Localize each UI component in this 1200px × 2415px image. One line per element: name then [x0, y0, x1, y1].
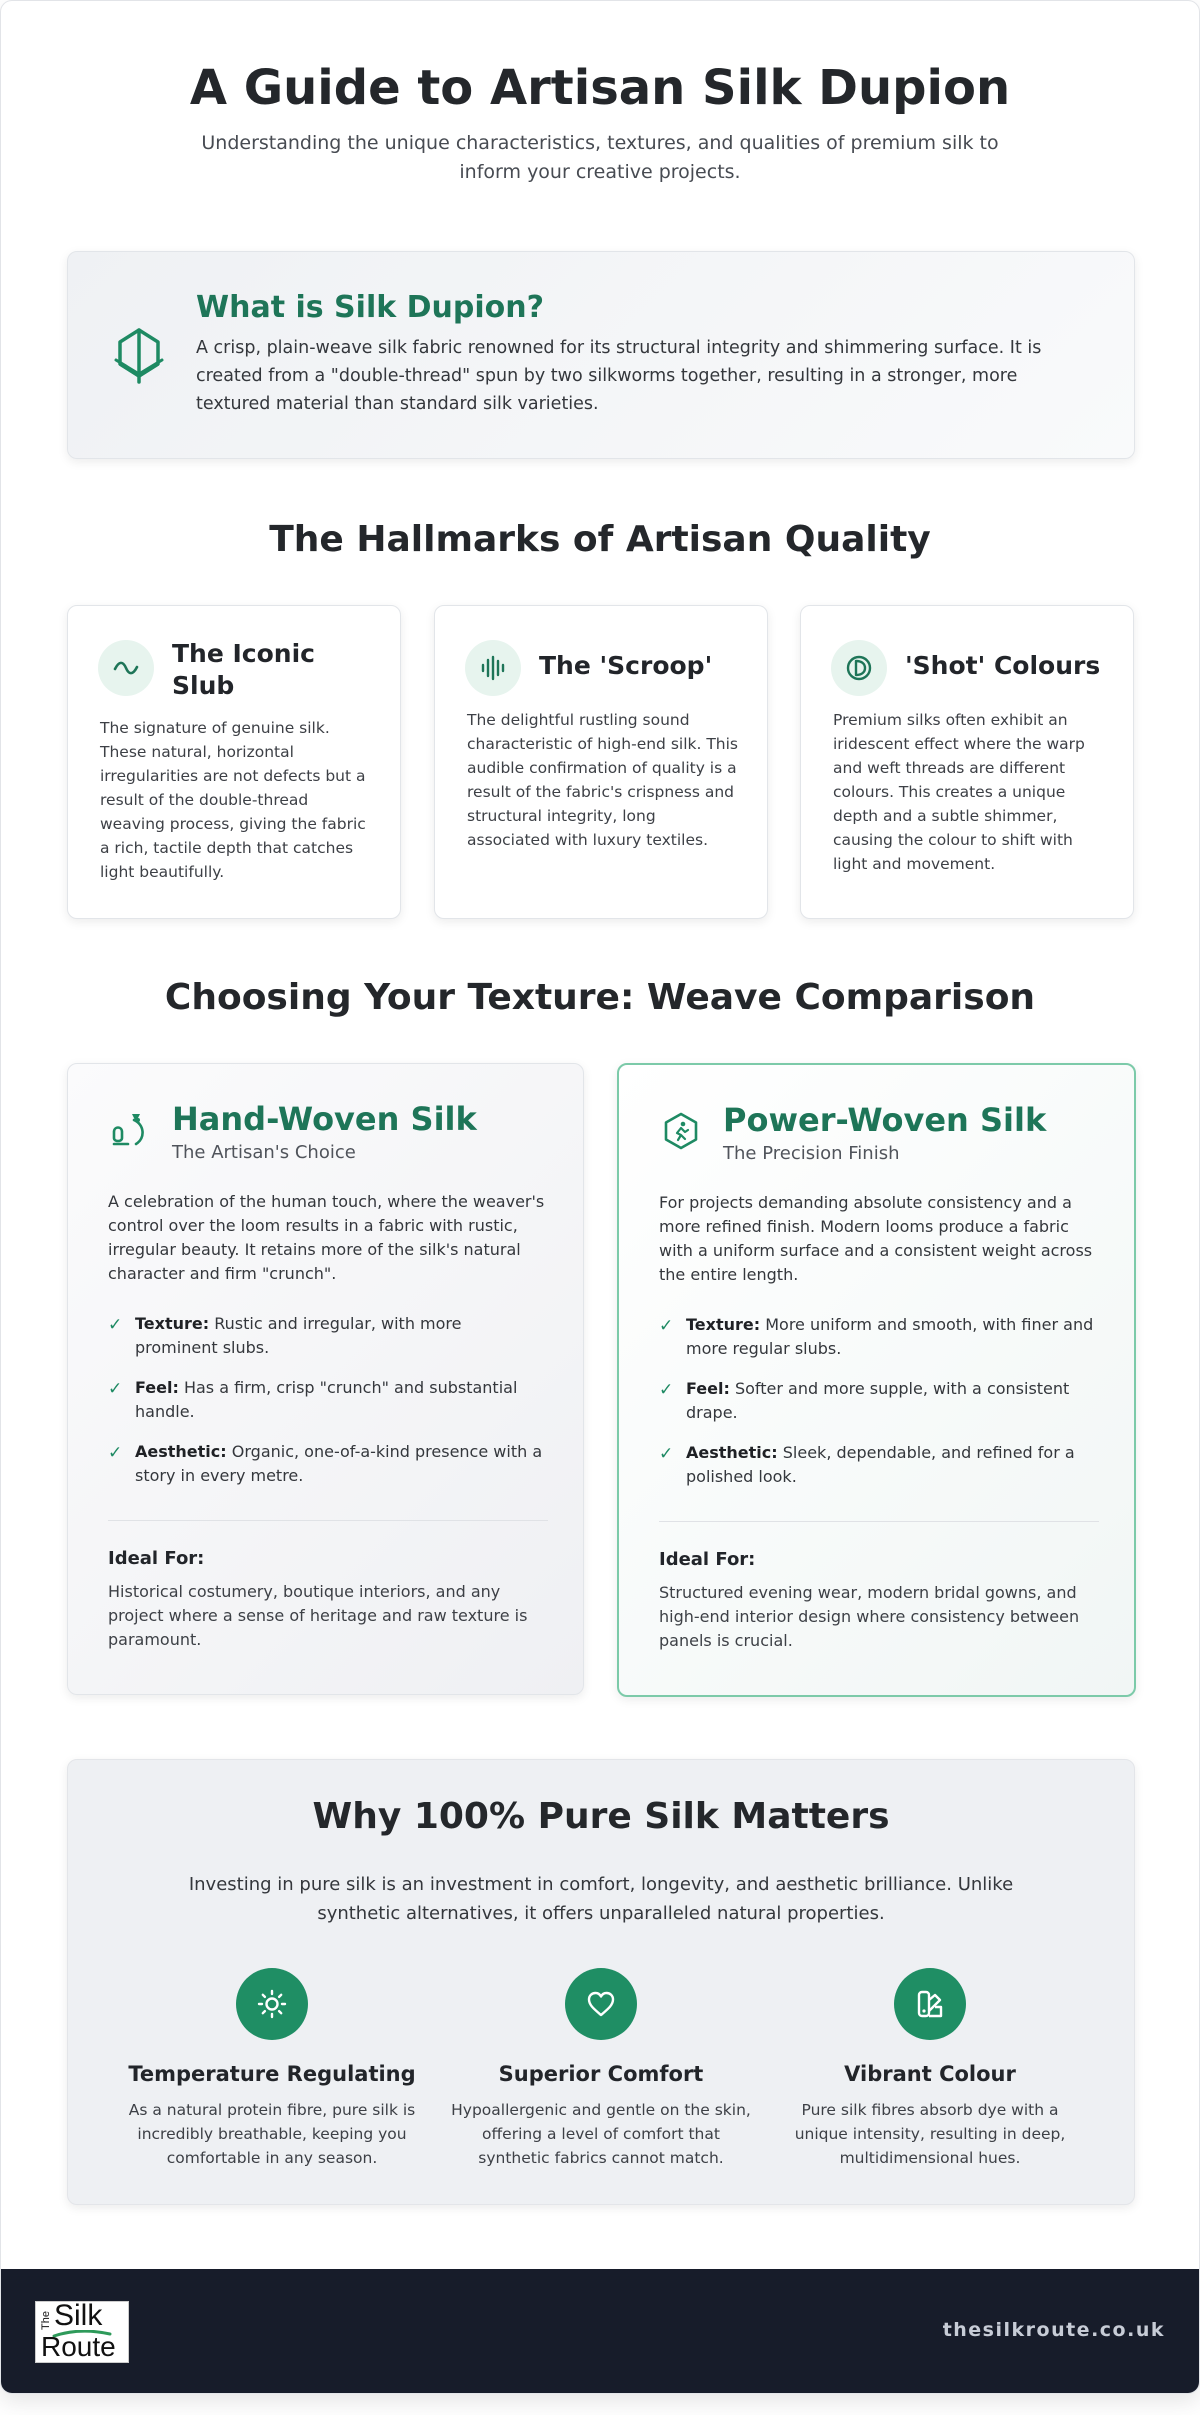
intro-card — [67, 251, 1135, 459]
hallmarks-title: The Hallmarks of Artisan Quality — [269, 519, 931, 560]
benefit-text: Hypoallergenic and gentle on the skin, offering a level of comfort that synthetic fabrics cannot match. — [451, 2101, 751, 2167]
point-label: Feel: — [686, 1379, 730, 1398]
benefit-title: Temperature Regulating — [128, 2062, 416, 2086]
hallmark-text: Premium silks often exhibit an iridescent effect where the warp and weft threads are different colours. This creates a unique depth and a subtle shimmer, causing the colour to shift with light and movement. — [833, 711, 1085, 873]
hand-woven-points — [108, 1312, 548, 1504]
check-icon: ✓ — [108, 1379, 123, 1399]
list-item — [659, 1441, 1099, 1489]
point-text: Has a firm, crisp "crunch" and substantial handle. — [135, 1378, 518, 1421]
ideal-for-text: Structured evening wear, modern bridal gowns, and high-end interior design where consistency between panels is crucial. — [659, 1583, 1080, 1650]
fabric-swatch-icon — [108, 324, 170, 386]
sun-icon — [236, 1968, 308, 2040]
hand-woven-card — [67, 1063, 584, 1695]
colour-shift-icon — [831, 640, 887, 696]
power-woven-card — [617, 1063, 1136, 1697]
list-item — [108, 1376, 548, 1424]
logo-route: Route — [41, 2331, 116, 2362]
point-label: Aesthetic: — [686, 1443, 778, 1462]
power-woven-description: For projects demanding absolute consistency and a more refined finish. Modern looms produce a fabric with a uniform surface and a consistent weight across the entire length. — [659, 1193, 1093, 1284]
point-text: Softer and more supple, with a consistent drape. — [686, 1379, 1070, 1422]
hallmark-card-slub — [67, 605, 401, 919]
point-label: Texture: — [686, 1315, 761, 1334]
hand-loom-icon — [108, 1108, 152, 1152]
divider — [659, 1521, 1099, 1522]
point-label: Feel: — [135, 1378, 179, 1397]
check-icon: ✓ — [108, 1443, 123, 1463]
hallmark-card-shot-colours — [800, 605, 1134, 919]
check-icon: ✓ — [659, 1316, 674, 1336]
point-text: Sleek, dependable, and refined for a polished look. — [686, 1443, 1075, 1486]
hand-woven-subtitle: The Artisan's Choice — [172, 1142, 356, 1163]
list-item — [659, 1377, 1099, 1425]
point-text: More uniform and smooth, with finer and more regular slubs. — [686, 1315, 1094, 1358]
silk-route-logo[interactable] — [35, 2301, 129, 2363]
power-woven-points — [659, 1313, 1099, 1505]
point-label: Texture: — [135, 1314, 210, 1333]
benefit-text: Pure silk fibres absorb dye with a unique intensity, resulting in deep, multidimensional hues. — [794, 2101, 1066, 2167]
benefit-colour — [780, 1968, 1080, 2170]
divider — [108, 1520, 548, 1521]
ideal-for-label: Ideal For: — [659, 1549, 756, 1570]
palette-icon — [894, 1968, 966, 2040]
logo-silk: Silk — [54, 2299, 103, 2332]
heart-icon — [565, 1968, 637, 2040]
list-item — [659, 1313, 1099, 1361]
hallmark-text: The delightful rustling sound characteristic of high-end silk. This audible confirmation of quality is a result of the fabric's crispness and structural integrity, long associated with luxury textiles. — [467, 711, 739, 849]
hallmark-title: The Iconic Slub — [172, 639, 315, 700]
pure-silk-text: Investing in pure silk is an investment in comfort, longevity, and aesthetic brilliance. Unlike synthetic alternatives, it offers unparalleled natural properties. — [188, 1874, 1014, 1924]
check-icon: ✓ — [659, 1444, 674, 1464]
intro-text: A crisp, plain-weave silk fabric renowned for its structural integrity and shimmering surface. It is created from a "double-thread" spun by two silkworms together, resulting in a stronger, more textured material than standard silk varieties. — [196, 338, 1042, 414]
benefit-title: Superior Comfort — [498, 2062, 704, 2086]
page-subtitle: Understanding the unique characteristics, textures, and qualities of premium silk to inform your creative projects. — [201, 132, 999, 183]
point-text: Organic, one-of-a-kind presence with a story in every metre. — [135, 1442, 543, 1485]
power-loom-icon — [659, 1109, 703, 1153]
benefit-text: As a natural protein fibre, pure silk is incredibly breathable, keeping you comfortable in any season. — [128, 2101, 416, 2167]
power-woven-subtitle: The Precision Finish — [723, 1143, 900, 1164]
check-icon: ✓ — [108, 1315, 123, 1335]
hallmark-card-scroop — [434, 605, 768, 919]
check-icon: ✓ — [659, 1380, 674, 1400]
power-woven-title: Power-Woven Silk — [723, 1101, 1047, 1139]
hallmark-title: The 'Scroop' — [539, 651, 713, 680]
point-text: Rustic and irregular, with more prominent slubs. — [135, 1314, 462, 1357]
point-label: Aesthetic: — [135, 1442, 227, 1461]
hand-woven-title: Hand-Woven Silk — [172, 1100, 477, 1138]
benefit-title: Vibrant Colour — [844, 2062, 1016, 2086]
comparison-title: Choosing Your Texture: Weave Comparison — [164, 977, 1036, 1018]
pure-silk-title: Why 100% Pure Silk Matters — [312, 1796, 890, 1837]
sound-wave-icon — [465, 640, 521, 696]
list-item — [108, 1312, 548, 1360]
list-item — [108, 1440, 548, 1488]
benefit-comfort — [451, 1968, 751, 2170]
wave-icon — [98, 640, 154, 696]
hallmark-title: 'Shot' Colours — [905, 651, 1101, 680]
ideal-for-text: Historical costumery, boutique interiors, and any project where a sense of heritage and raw texture is paramount. — [108, 1582, 528, 1649]
logo-the: The — [40, 2311, 52, 2330]
ideal-for-label: Ideal For: — [108, 1548, 205, 1569]
hand-woven-description: A celebration of the human touch, where the weaver's control over the loom results in a fabric with rustic, irregular beauty. It retains more of the silk's natural character and firm "crunch". — [108, 1192, 545, 1283]
pure-silk-section — [67, 1759, 1135, 2205]
hallmark-text: The signature of genuine silk. These natural, horizontal irregularities are not defects but a result of the double-thread weaving process, giving the fabric a rich, tactile depth that catches light beautifully. — [100, 719, 366, 881]
footer — [1, 2269, 1199, 2393]
intro-title: What is Silk Dupion? — [196, 290, 545, 325]
page-title: A Guide to Artisan Silk Dupion — [189, 60, 1011, 116]
footer-website-link[interactable]: thesilkroute.co.uk — [942, 2319, 1165, 2341]
benefit-temperature — [122, 1968, 422, 2170]
